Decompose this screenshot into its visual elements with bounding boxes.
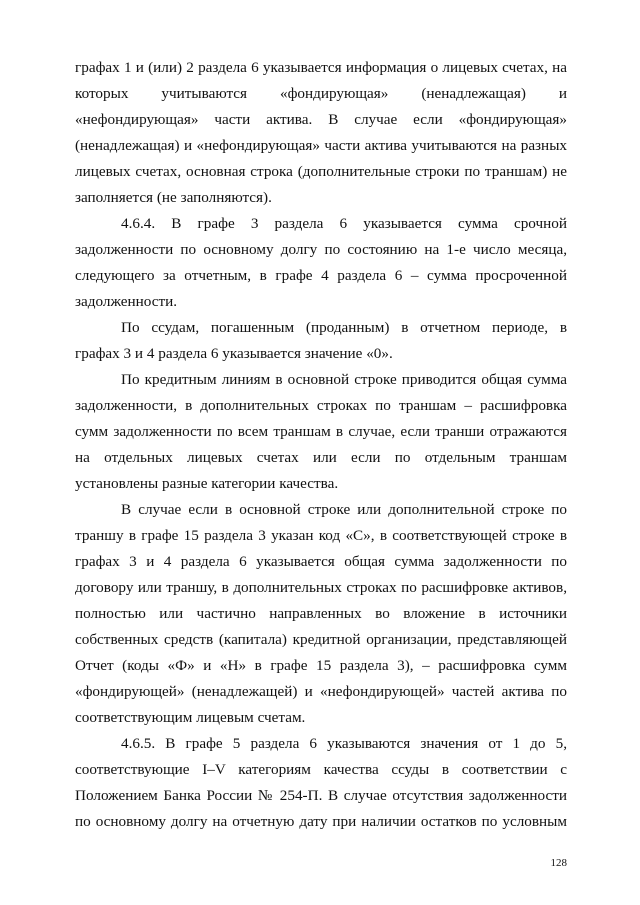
- text-line: 4.6.4. В графе 3 раздела 6 указывается сумма срочной: [121, 215, 567, 232]
- text-line: которых учитываются «фондирующая» (ненадлежащая) и: [75, 85, 567, 102]
- text-line: установлены разные категории качества.: [75, 475, 339, 492]
- body-text: [75, 55, 567, 835]
- text-line: задолженности, в дополнительных строках по траншам – расшифровка: [75, 397, 567, 414]
- text-line: По кредитным линиям в основной строке приводится общая сумма: [121, 371, 567, 388]
- text-line: сумм задолженности по всем траншам в случае, если транши отражаются: [75, 423, 567, 440]
- text-line: задолженности по основному долгу по состоянию на 1-е число месяца,: [75, 241, 567, 258]
- text-line: договору или траншу, в дополнительных строках по расшифровке активов,: [75, 579, 567, 596]
- text-line: по основному долгу на отчетную дату при наличии остатков по условным: [75, 813, 567, 830]
- text-line: В случае если в основной строке или дополнительной строке по: [121, 501, 567, 518]
- text-line: (ненадлежащая) и «нефондирующая» части актива учитываются на разных: [75, 137, 567, 154]
- text-line: «нефондирующая» части актива. В случае если «фондирующая»: [75, 111, 567, 128]
- text-line: графах 3 и 4 раздела 6 указывается значение «0».: [75, 345, 393, 362]
- text-line: «фондирующей» (ненадлежащей) и «нефондирующей» частей актива по: [75, 683, 567, 700]
- text-line: собственных средств (капитала) кредитной организации, представляющей: [75, 631, 567, 648]
- text-line: Отчет (коды «Ф» и «Н» в графе 15 раздела 3), – расшифровка сумм: [75, 657, 567, 674]
- text-line: задолженности.: [75, 293, 178, 310]
- text-line: лицевых счетах, основная строка (дополнительные строки по траншам) не: [75, 163, 567, 180]
- page-number: 128: [550, 857, 567, 869]
- text-line: на отдельных лицевых счетах или если по отдельным траншам: [75, 449, 567, 466]
- text-line: Положением Банка России № 254-П. В случае отсутствия задолженности: [75, 787, 567, 804]
- text-line: траншу в графе 15 раздела 3 указан код «С», в соответствующей строке в: [75, 527, 567, 544]
- text-line: соответствующим лицевым счетам.: [75, 709, 306, 726]
- text-line: 4.6.5. В графе 5 раздела 6 указываются значения от 1 до 5,: [121, 735, 567, 752]
- text-line: По ссудам, погашенным (проданным) в отчетном периоде, в: [121, 319, 567, 336]
- text-line: заполняется (не заполняются).: [75, 189, 272, 206]
- text-line: полностью или частично направленных во вложение в источники: [75, 605, 567, 622]
- text-line: графах 3 и 4 раздела 6 указывается общая сумма задолженности по: [75, 553, 567, 570]
- text-line: следующего за отчетным, в графе 4 раздела 6 – сумма просроченной: [75, 267, 567, 284]
- text-line: графах 1 и (или) 2 раздела 6 указывается информация о лицевых счетах, на: [75, 59, 567, 76]
- text-line: соответствующие I–V категориям качества ссуды в соответствии с: [75, 761, 567, 778]
